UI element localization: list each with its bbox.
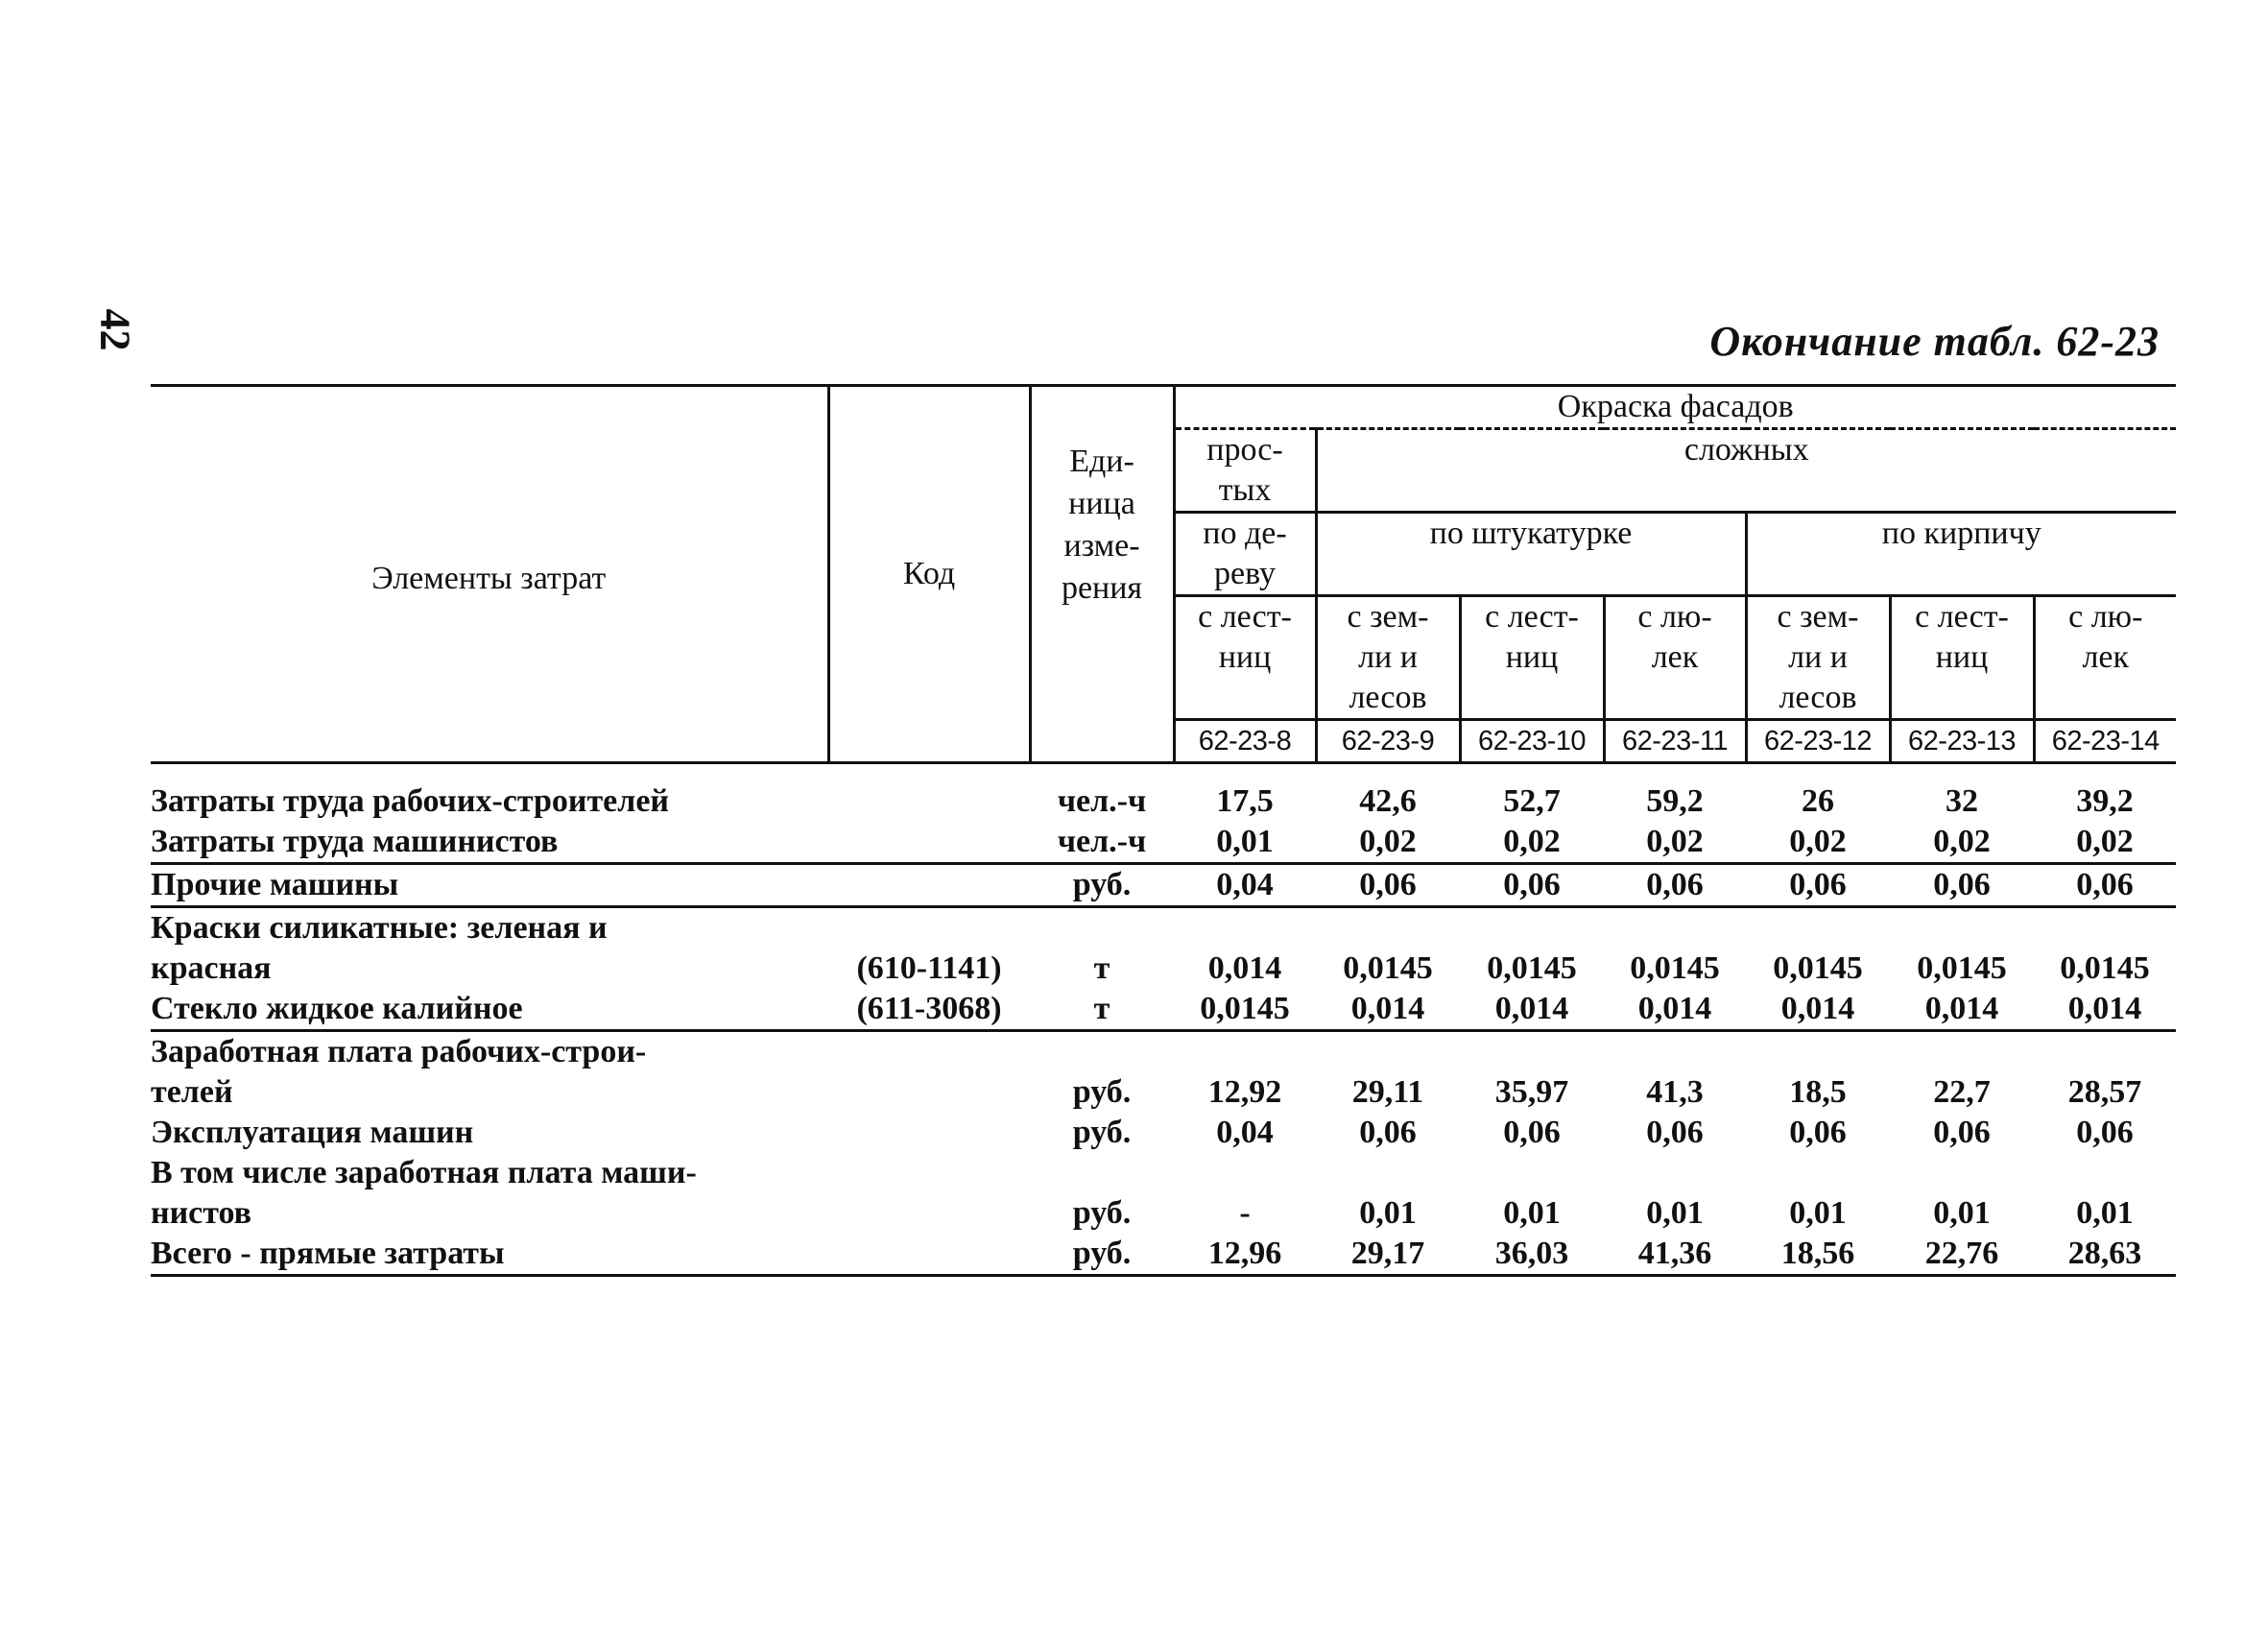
value-cell: 0,014 <box>1460 989 1604 1031</box>
value-cell: 0,01 <box>1646 1195 1704 1231</box>
value-cell: 0,06 <box>1460 864 1604 907</box>
value-cell: 41,3 <box>1646 1074 1704 1110</box>
header-unit: Еди- ница изме- рения <box>1030 386 1174 763</box>
unit-cell: т <box>1093 950 1110 986</box>
unit-cell: чел.-ч <box>1057 783 1147 819</box>
table-row <box>151 781 2176 822</box>
value-cell <box>1604 907 1746 949</box>
value-cell: 0,06 <box>1316 864 1460 907</box>
value-cell: 52,7 <box>1503 783 1561 819</box>
value-cell <box>1746 1153 1890 1193</box>
header-col-ground: с зем- ли и лесов <box>1746 596 1890 720</box>
value-cell <box>1174 907 1316 949</box>
value-cell: 0,06 <box>1604 864 1746 907</box>
table-row <box>151 1072 2176 1113</box>
value-cell: 0,014 <box>1890 989 2034 1031</box>
value-cell: 0,01 <box>1503 1195 1561 1231</box>
header-col-ladders: с лест- ниц <box>1890 596 2034 720</box>
norm-code: 62-23-11 <box>1604 720 1746 763</box>
table-row <box>151 822 2176 864</box>
value-cell: 0,02 <box>1890 822 2034 864</box>
unit-cell <box>1030 1031 1174 1073</box>
value-cell: 0,0145 <box>1773 950 1863 986</box>
value-cell: 0,06 <box>2076 1115 2134 1150</box>
value-cell: 28,63 <box>2034 1234 2176 1276</box>
table-body <box>151 763 2176 1276</box>
value-cell: 29,17 <box>1316 1234 1460 1276</box>
value-cell: 0,06 <box>2034 864 2176 907</box>
header-col-cradle: с лю- лек <box>1604 596 1746 720</box>
value-cell <box>1604 1031 1746 1073</box>
value-cell: 0,0145 <box>1343 950 1433 986</box>
table-row <box>151 949 2176 989</box>
header-col-ladders: с лест- ниц <box>1174 596 1316 720</box>
value-cell: 0,04 <box>1174 864 1316 907</box>
value-cell: 0,0145 <box>2060 950 2150 986</box>
value-cell: 0,014 <box>2034 989 2176 1031</box>
value-cell <box>2034 1153 2176 1193</box>
table-row <box>151 1193 2176 1234</box>
resource-code <box>828 822 1030 864</box>
cost-element-name: Краски силикатные: зеленая и <box>151 910 608 946</box>
cost-element-name: Заработная плата рабочих-строи- <box>151 1034 647 1069</box>
header-elements: Элементы затрат <box>151 386 828 763</box>
value-cell: 42,6 <box>1359 783 1417 819</box>
value-cell <box>1316 1153 1460 1193</box>
value-cell: 0,0145 <box>1174 989 1316 1031</box>
value-cell: 0,02 <box>1746 822 1890 864</box>
cost-element-name: Всего - прямые затраты <box>151 1234 828 1276</box>
norm-code: 62-23-9 <box>1316 720 1460 763</box>
cost-element-name: красная <box>151 950 272 986</box>
table-row <box>151 1153 2176 1193</box>
cost-element-name: Прочие машины <box>151 864 828 907</box>
resource-code <box>828 1072 1030 1113</box>
table-row <box>151 907 2176 949</box>
norm-code: 62-23-14 <box>2034 720 2176 763</box>
unit-cell: руб. <box>1072 1195 1132 1231</box>
norm-code: 62-23-8 <box>1174 720 1316 763</box>
value-cell <box>1890 1153 2034 1193</box>
norm-code: 62-23-12 <box>1746 720 1890 763</box>
cost-element-name: Затраты труда рабочих-строителей <box>151 783 670 819</box>
value-cell: 0,06 <box>1890 864 2034 907</box>
resource-code <box>828 781 1030 822</box>
header-complex: сложных <box>1316 429 2176 513</box>
value-cell: 0,06 <box>1789 1115 1847 1150</box>
page-number: 42 <box>91 308 139 351</box>
value-cell: 0,014 <box>1316 989 1460 1031</box>
header-col-cradle: с лю- лек <box>2034 596 2176 720</box>
value-cell: 0,04 <box>1216 1115 1274 1150</box>
unit-cell: чел.-ч <box>1030 822 1174 864</box>
cost-element-name: Эксплуатация машин <box>151 1115 474 1150</box>
value-cell: 0,06 <box>1503 1115 1561 1150</box>
value-cell: 39,2 <box>2076 783 2134 819</box>
value-cell <box>2034 907 2176 949</box>
norm-code: 62-23-13 <box>1890 720 2034 763</box>
table-row <box>151 989 2176 1031</box>
value-cell: 0,02 <box>2034 822 2176 864</box>
value-cell <box>1460 1153 1604 1193</box>
value-cell: 28,57 <box>2067 1074 2142 1110</box>
cost-table <box>151 384 2176 1277</box>
resource-code: (610-1141) <box>856 950 1002 986</box>
header-code: Код <box>828 386 1030 763</box>
value-cell <box>1174 1153 1316 1193</box>
value-cell: 41,36 <box>1604 1234 1746 1276</box>
value-cell: 0,02 <box>1460 822 1604 864</box>
value-cell: 0,06 <box>1359 1115 1417 1150</box>
value-cell: 0,06 <box>1933 1115 1991 1150</box>
resource-code <box>828 864 1030 907</box>
header-wood: по де- реву <box>1174 513 1316 596</box>
table-row <box>151 1113 2176 1153</box>
value-cell: 12,96 <box>1174 1234 1316 1276</box>
cost-element-name: Затраты труда машинистов <box>151 822 828 864</box>
unit-cell <box>1030 907 1174 949</box>
cost-element-name: Стекло жидкое калийное <box>151 989 828 1031</box>
header-facade: Окраска фасадов <box>1174 386 2176 429</box>
value-cell: 18,56 <box>1746 1234 1890 1276</box>
cost-element-name: нистов <box>151 1195 252 1231</box>
value-cell: 36,03 <box>1460 1234 1604 1276</box>
value-cell: 0,01 <box>1789 1195 1847 1231</box>
unit-cell: т <box>1030 989 1174 1031</box>
value-cell: 26 <box>1802 783 1834 819</box>
value-cell: 35,97 <box>1494 1074 1569 1110</box>
resource-code <box>828 1113 1030 1153</box>
value-cell: 0,014 <box>1604 989 1746 1031</box>
value-cell: 59,2 <box>1646 783 1704 819</box>
cost-element-name: В том числе заработная плата маши- <box>151 1155 697 1190</box>
cost-element-name: телей <box>151 1074 233 1110</box>
value-cell: 0,06 <box>1646 1115 1704 1150</box>
value-cell: 0,014 <box>1746 989 1890 1031</box>
unit-cell: руб. <box>1072 1074 1132 1110</box>
value-cell <box>1604 1153 1746 1193</box>
value-cell <box>1316 1031 1460 1073</box>
value-cell: 0,01 <box>1359 1195 1417 1231</box>
table-row <box>151 864 2176 907</box>
value-cell <box>1316 907 1460 949</box>
header-simple: прос- тых <box>1174 429 1316 513</box>
value-cell: 22,7 <box>1933 1074 1991 1110</box>
resource-code: (611-3068) <box>828 989 1030 1031</box>
resource-code <box>828 1153 1030 1193</box>
value-cell: 0,01 <box>1933 1195 1991 1231</box>
value-cell: 0,014 <box>1207 950 1282 986</box>
value-cell: 18,5 <box>1789 1074 1847 1110</box>
value-cell <box>1890 907 2034 949</box>
value-cell: 0,01 <box>1174 822 1316 864</box>
value-cell <box>1890 1031 2034 1073</box>
value-cell <box>1174 1031 1316 1073</box>
value-cell <box>1746 1031 1890 1073</box>
table-row <box>151 1031 2176 1073</box>
header-col-ladders: с лест- ниц <box>1460 596 1604 720</box>
value-cell: 29,11 <box>1351 1074 1424 1110</box>
resource-code <box>828 1234 1030 1276</box>
value-cell: 0,06 <box>1746 864 1890 907</box>
value-cell: 0,0145 <box>1630 950 1720 986</box>
unit-cell: руб. <box>1030 864 1174 907</box>
value-cell <box>1460 907 1604 949</box>
header-col-ground: с зем- ли и лесов <box>1316 596 1460 720</box>
resource-code <box>828 1193 1030 1234</box>
norm-code: 62-23-10 <box>1460 720 1604 763</box>
value-cell <box>2034 1031 2176 1073</box>
unit-cell: руб. <box>1072 1115 1132 1150</box>
resource-code <box>828 907 1030 949</box>
table-row <box>151 1234 2176 1276</box>
value-cell: 32 <box>1946 783 1978 819</box>
value-cell: 17,5 <box>1216 783 1274 819</box>
value-cell: - <box>1239 1195 1251 1231</box>
table-caption: Окончание табл. 62-23 <box>1709 318 2160 365</box>
value-cell: 0,0145 <box>1487 950 1577 986</box>
value-cell <box>1746 907 1890 949</box>
unit-cell <box>1030 1153 1174 1193</box>
header-plaster: по штукатурке <box>1316 513 1746 596</box>
value-cell: 0,02 <box>1316 822 1460 864</box>
value-cell <box>1460 1031 1604 1073</box>
value-cell: 0,0145 <box>1917 950 2007 986</box>
value-cell: 0,01 <box>2076 1195 2134 1231</box>
value-cell: 22,76 <box>1890 1234 2034 1276</box>
unit-cell: руб. <box>1030 1234 1174 1276</box>
resource-code <box>828 1031 1030 1073</box>
header-brick: по кирпичу <box>1746 513 2176 596</box>
value-cell: 12,92 <box>1207 1074 1282 1110</box>
value-cell: 0,02 <box>1604 822 1746 864</box>
